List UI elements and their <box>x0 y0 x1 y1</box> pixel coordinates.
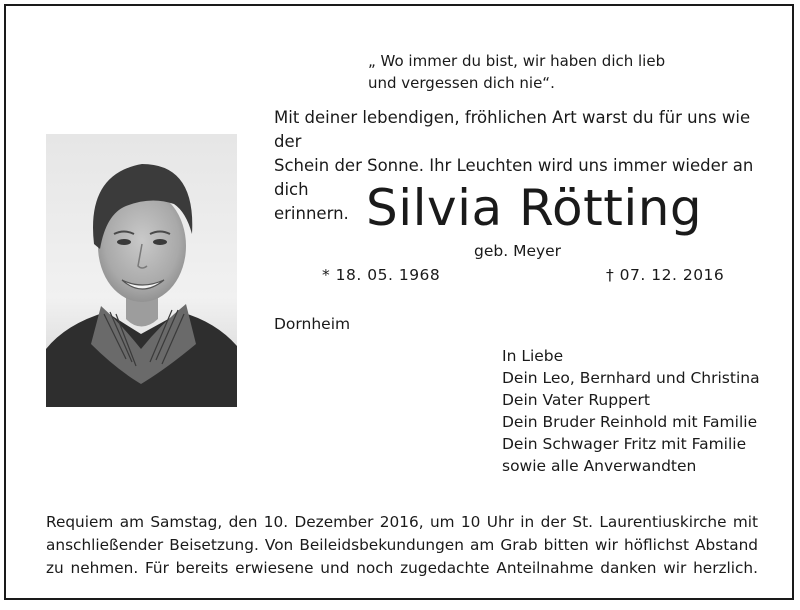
quote-line: und vergessen dich nie“. <box>368 74 555 92</box>
service-line: anschließender Beisetzung. Von Beileidsbekundungen am Grab bitten wir höflichst Abstand <box>46 536 758 554</box>
mourner-line: In Liebe <box>502 347 564 365</box>
mourner-line: Dein Leo, Bernhard und Christina <box>502 369 760 387</box>
deceased-name: Silvia Rötting <box>366 179 703 237</box>
portrait-photo <box>46 134 237 407</box>
service-line: Requiem am Samstag, den 10. Dezember 2016, um 10 Uhr in der St. Laurentiuskirche mit <box>46 513 758 531</box>
mourner-line: Dein Schwager Fritz mit Familie <box>502 435 747 453</box>
service-details <box>46 511 758 580</box>
portrait-image <box>46 134 237 407</box>
memorial-quote <box>368 50 665 94</box>
quote-line: „ Wo immer du bist, wir haben dich lieb <box>368 52 666 70</box>
obituary-notice <box>4 4 794 600</box>
service-line: zu nehmen. Für bereits erwiesene und noch zugedachte Anteilnahme danken wir herzlich. <box>46 559 758 577</box>
mourner-line: sowie alle Anverwandten <box>502 457 697 475</box>
intro-line: erinnern. <box>274 204 349 223</box>
intro-line: Schein der Sonne. Ihr Leuchten wird uns immer wieder an dich <box>274 156 754 199</box>
maiden-name: geb. Meyer <box>474 242 562 260</box>
birth-date: * 18. 05. 1968 <box>322 266 441 284</box>
mourner-line: Dein Vater Ruppert <box>502 391 650 409</box>
mourners-list <box>502 345 760 477</box>
death-date: † 07. 12. 2016 <box>606 266 725 284</box>
intro-line: Mit deiner lebendigen, fröhlichen Art warst du für uns wie der <box>274 108 751 151</box>
hometown: Dornheim <box>274 315 351 333</box>
mourner-line: Dein Bruder Reinhold mit Familie <box>502 413 758 431</box>
